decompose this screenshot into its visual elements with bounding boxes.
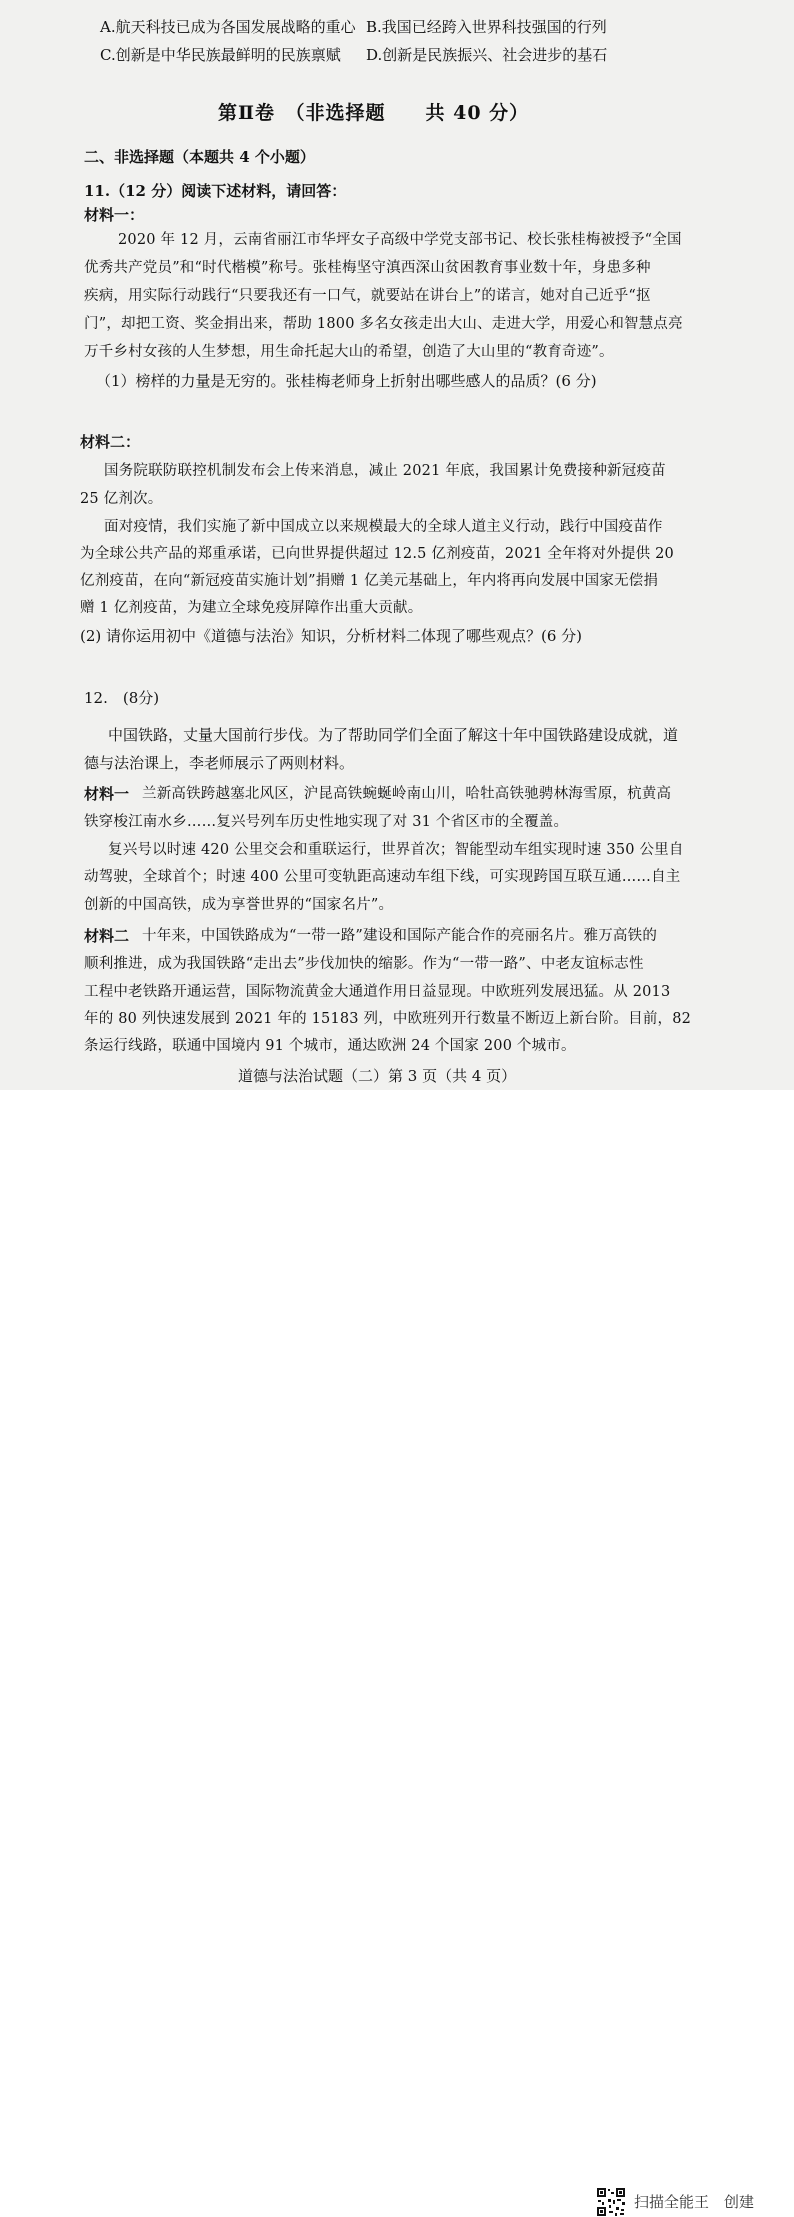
q12-material1-line: 铁穿梭江南水乡……复兴号列车历史性地实现了对 31 个省区市的全覆盖。 — [84, 814, 569, 830]
q11-material2-line: 亿剂疫苗，在向“新冠疫苗实施计划”捐赠 1 亿美元基础上，年内将再向发展中国家无偿捐 — [80, 573, 659, 589]
q12-material2-line: 条运行线路，联通中国境内 91 个城市，通达欧洲 24 个国家 200 个城市。 — [84, 1038, 576, 1054]
option-c: C.创新是中华民族最鲜明的民族禀赋 — [100, 46, 341, 64]
q11-material2-line: 25 亿剂次。 — [80, 491, 163, 507]
q12-material2-line: 十年来，中国铁路成为“一带一路”建设和国际产能合作的亮丽名片。雅万高铁的 — [142, 928, 658, 944]
q11-material1-line: 2020 年 12 月，云南省丽江市华坪女子高级中学党支部书记、校长张桂梅被授予“全国 — [118, 232, 682, 248]
exam-page — [0, 0, 794, 1090]
q11-stem: 11.（12 分）阅读下述材料，请回答： — [84, 182, 347, 200]
q11-subquestion-1: （1）榜样的力量是无穷的。张桂梅老师身上折射出哪些感人的品质？(6 分) — [96, 372, 597, 390]
q12-stem: 12. (8分) — [84, 689, 160, 707]
q11-subquestion-2: (2) 请你运用初中《道德与法治》知识，分析材料二体现了哪些观点？(6 分) — [80, 627, 583, 645]
qr-code-icon — [596, 2187, 626, 2217]
q11-material1-line: 万千乡村女孩的人生梦想，用生命托起大山的希望，创造了大山里的“教育奇迹”。 — [84, 344, 614, 360]
q12-material2-line: 工程中老铁路开通运营，国际物流黄金大通道作用日益显现。中欧班列发展迅猛。从 2013 — [84, 984, 671, 1000]
q11-material1-line: 门”，却把工资、奖金捐出来，帮助 1800 多名女孩走出大山、走进大学，用爱心和智慧点亮 — [84, 316, 683, 332]
q12-material2-line: 顺利推进，成为我国铁路“走出去”步伐加快的缩影。作为“一带一路”、中老友谊标志性 — [84, 956, 644, 972]
q11-material1-label: 材料一： — [84, 206, 145, 224]
q12-material1-line: 复兴号以时速 420 公里交会和重联运行，世界首次；智能型动车组实现时速 350 公里自 — [108, 842, 684, 858]
q11-material2-line: 为全球公共产品的郑重承诺，已向世界提供超过 12.5 亿剂疫苗，2021 全年将对外提供 20 — [80, 546, 674, 562]
part2-heading: 二、非选择题（本题共 4 个小题） — [84, 148, 315, 166]
q11-material2-label: 材料二： — [80, 433, 141, 451]
q11-material2-line: 国务院联防联控机制发布会上传来消息，减止 2021 年底，我国累计免费接种新冠疫苗 — [104, 463, 666, 479]
q12-material1-line: 兰新高铁跨越塞北风区，沪昆高铁蜿蜒岭南山川，哈牡高铁驰骋林海雪原，杭黄高 — [142, 786, 672, 802]
scanner-watermark-bar — [0, 1090, 794, 2211]
option-b: B.我国已经跨入世界科技强国的行列 — [366, 18, 607, 36]
option-d: D.创新是民族振兴、社会进步的基石 — [366, 46, 608, 64]
q11-material2-line: 面对疫情，我们实施了新中国成立以来规模最大的全球人道主义行动，践行中国疫苗作 — [104, 519, 663, 535]
q12-material1-line: 创新的中国高铁，成为享誉世界的“国家名片”。 — [84, 897, 394, 913]
q11-material2-line: 赠 1 亿剂疫苗，为建立全球免疫屏障作出重大贡献。 — [80, 600, 423, 616]
q11-material1-line: 疾病，用实际行动践行“只要我还有一口气，就要站在讲台上”的诺言，她对自己近乎“抠 — [84, 288, 651, 304]
q12-material2-label: 材料二 — [84, 927, 130, 945]
q11-material1-line: 优秀共产党员”和“时代楷模”称号。张桂梅坚守滇西深山贫困教育事业数十年，身患多种 — [84, 260, 651, 276]
q12-material1-line: 动驾驶，全球首个；时速 400 公里可变轨距高速动车组下线，可实现跨国互联互通……自主 — [84, 869, 681, 885]
q12-material2-line: 年的 80 列快速发展到 2021 年的 15183 列，中欧班列开行数量不断迈上新台阶。目前，82 — [84, 1011, 692, 1027]
section-title: 第Ⅱ卷 （非选择题 共 40 分） — [218, 102, 530, 124]
option-a: A.航天科技已成为各国发展战略的重心 — [100, 18, 356, 36]
q12-intro-line: 德与法治课上，李老师展示了两则材料。 — [84, 754, 355, 772]
q12-intro-line: 中国铁路，丈量大国前行步伐。为了帮助同学们全面了解这十年中国铁路建设成就，道 — [108, 726, 679, 744]
q12-material1-label: 材料一 — [84, 785, 130, 803]
page-footer: 道德与法治试题（二）第 3 页（共 4 页） — [238, 1067, 517, 1085]
scanner-credit-text: 扫描全能王 创建 — [634, 2193, 755, 2211]
